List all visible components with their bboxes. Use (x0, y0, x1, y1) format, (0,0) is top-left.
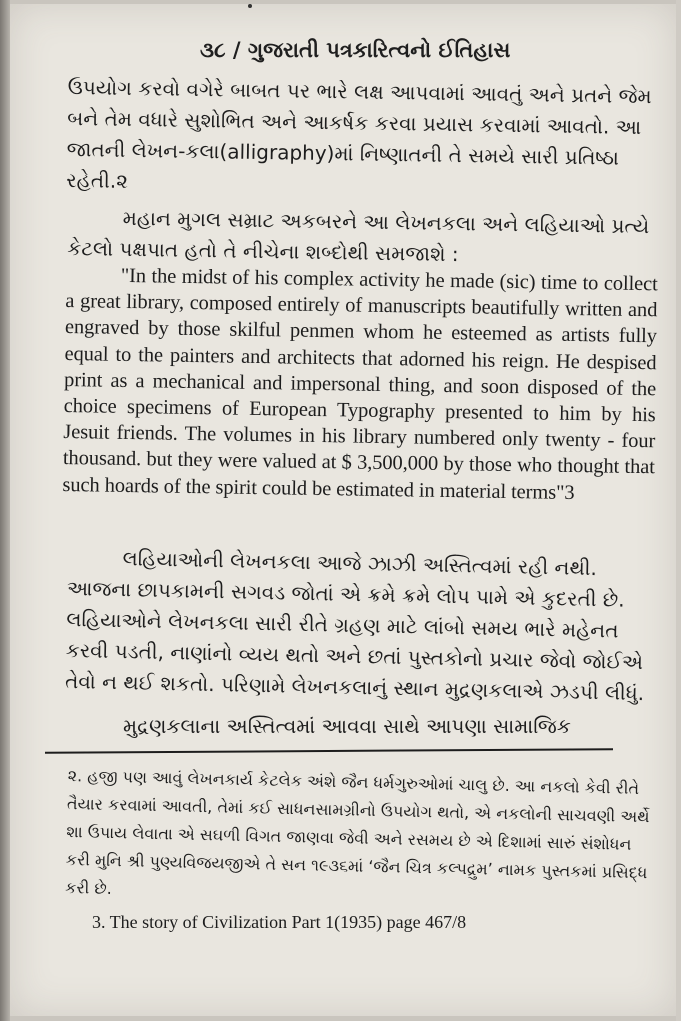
scanner-shadow-left (0, 0, 10, 1021)
footnote-2: ૨. હજી પણ આવું લેખનકાર્ય કેટલેક અંશે જૈન ધર્મગુરુઓમાં ચાલુ છે. આ નકલો કેવી રીતે તૈયાર કરવામાં આવતી, તેમાં કઈ સાધનસામગ્રીનો ઉપયોગ થતો, એ નકલોની સાચવણી અર્થે શા ઉપાય લેવાતા એ સઘળી વિગત જાણવા જેવી અને રસમય છે એ દિશામાં સારું સંશોધન કરી મુનિ શ્રી પુણ્યવિજયજીએ તે સન ૧૯૩૬માં ‘જૈન ચિત્ર કલ્પદ્રુમ’ નામક પુસ્તકમાં પ્રસિદ્ધ કરી છે. (64, 765, 650, 899)
paragraph-calligraphy: ઉપયોગ કરવો વગેરે બાબત પર ભારે લક્ષ આપવામાં આવતું અને પ્રતને જેમ બને તેમ વધારે સુશોભિત અને આકર્ષક કરવા પ્રયાસ કરવામાં આવતો. આ જાતની લેખન-કલા(alligraphy)માં નિષ્ણાતની તે સમયે સારી પ્રતિષ્ઠા રહેતી.૨ (66, 74, 652, 193)
book-page (10, 4, 676, 1016)
quotation-english: "In the midst of his complex activity he made (sic) time to collect a great library, composed entirely of manuscripts beautifully written and engraved by those skilful penmen whom he esteemed as artists fully equal to the painters and architects that adorned his reign. He despised print as a mechanical and impersonal thing, and soon disposed of the choice specimens of European Typography presented to him by his Jesuit friends. The volumes in his library numbered only twenty - four thousand. but they were valued at $ 3,500,000 by those who thought that such hoards of the spirit could be estimated in material terms"3 (62, 264, 658, 504)
ink-dot (248, 4, 252, 8)
paragraph-akbar-intro: મહાન મુગલ સમ્રાટ અકબરને આ લેખનકલા અને લહિયાઓ પ્રત્યે કેટલો પક્ષપાત હતો તે નીચેના શબ્દોથી સમજાશે : (67, 205, 650, 267)
paragraph-decline-of-scribes: લહિયાઓની લેખનકલા આજે ઝાઝી અસ્તિત્વમાં રહી નથી. આજના છાપકામની સગવડ જોતાં એ ક્રમે ક્રમે લોપ પામે એ કુદરતી છે. લહિયાઓને લેખનકલા સારી રીતે ગ્રહણ માટે લાંબો સમય ભારે મહેનત કરવી પડતી, નાણાંનો વ્યય થતો અને છતાં પુસ્તકોનો પ્રચાર જેવો જોઈએ તેવો ન થઈ શકતો. પરિણામે લેખનકલાનું સ્થાન મુદ્રણકલાએ ઝડપી લીધું. (64, 546, 645, 706)
footnote-3: 3. The story of Civilization Part 1(1935) page 467/8 (92, 912, 467, 932)
page-edge-right (676, 0, 681, 1021)
footnote-divider (45, 748, 613, 753)
running-header: ૩૮ / ગુજરાતી પત્રકારિત્વનો ઈતિહાસ (200, 38, 511, 62)
paragraph-printing-arrival: મુદ્રણકલાના અસ્તિત્વમાં આવવા સાથે આપણા સામાજિક (123, 714, 571, 738)
